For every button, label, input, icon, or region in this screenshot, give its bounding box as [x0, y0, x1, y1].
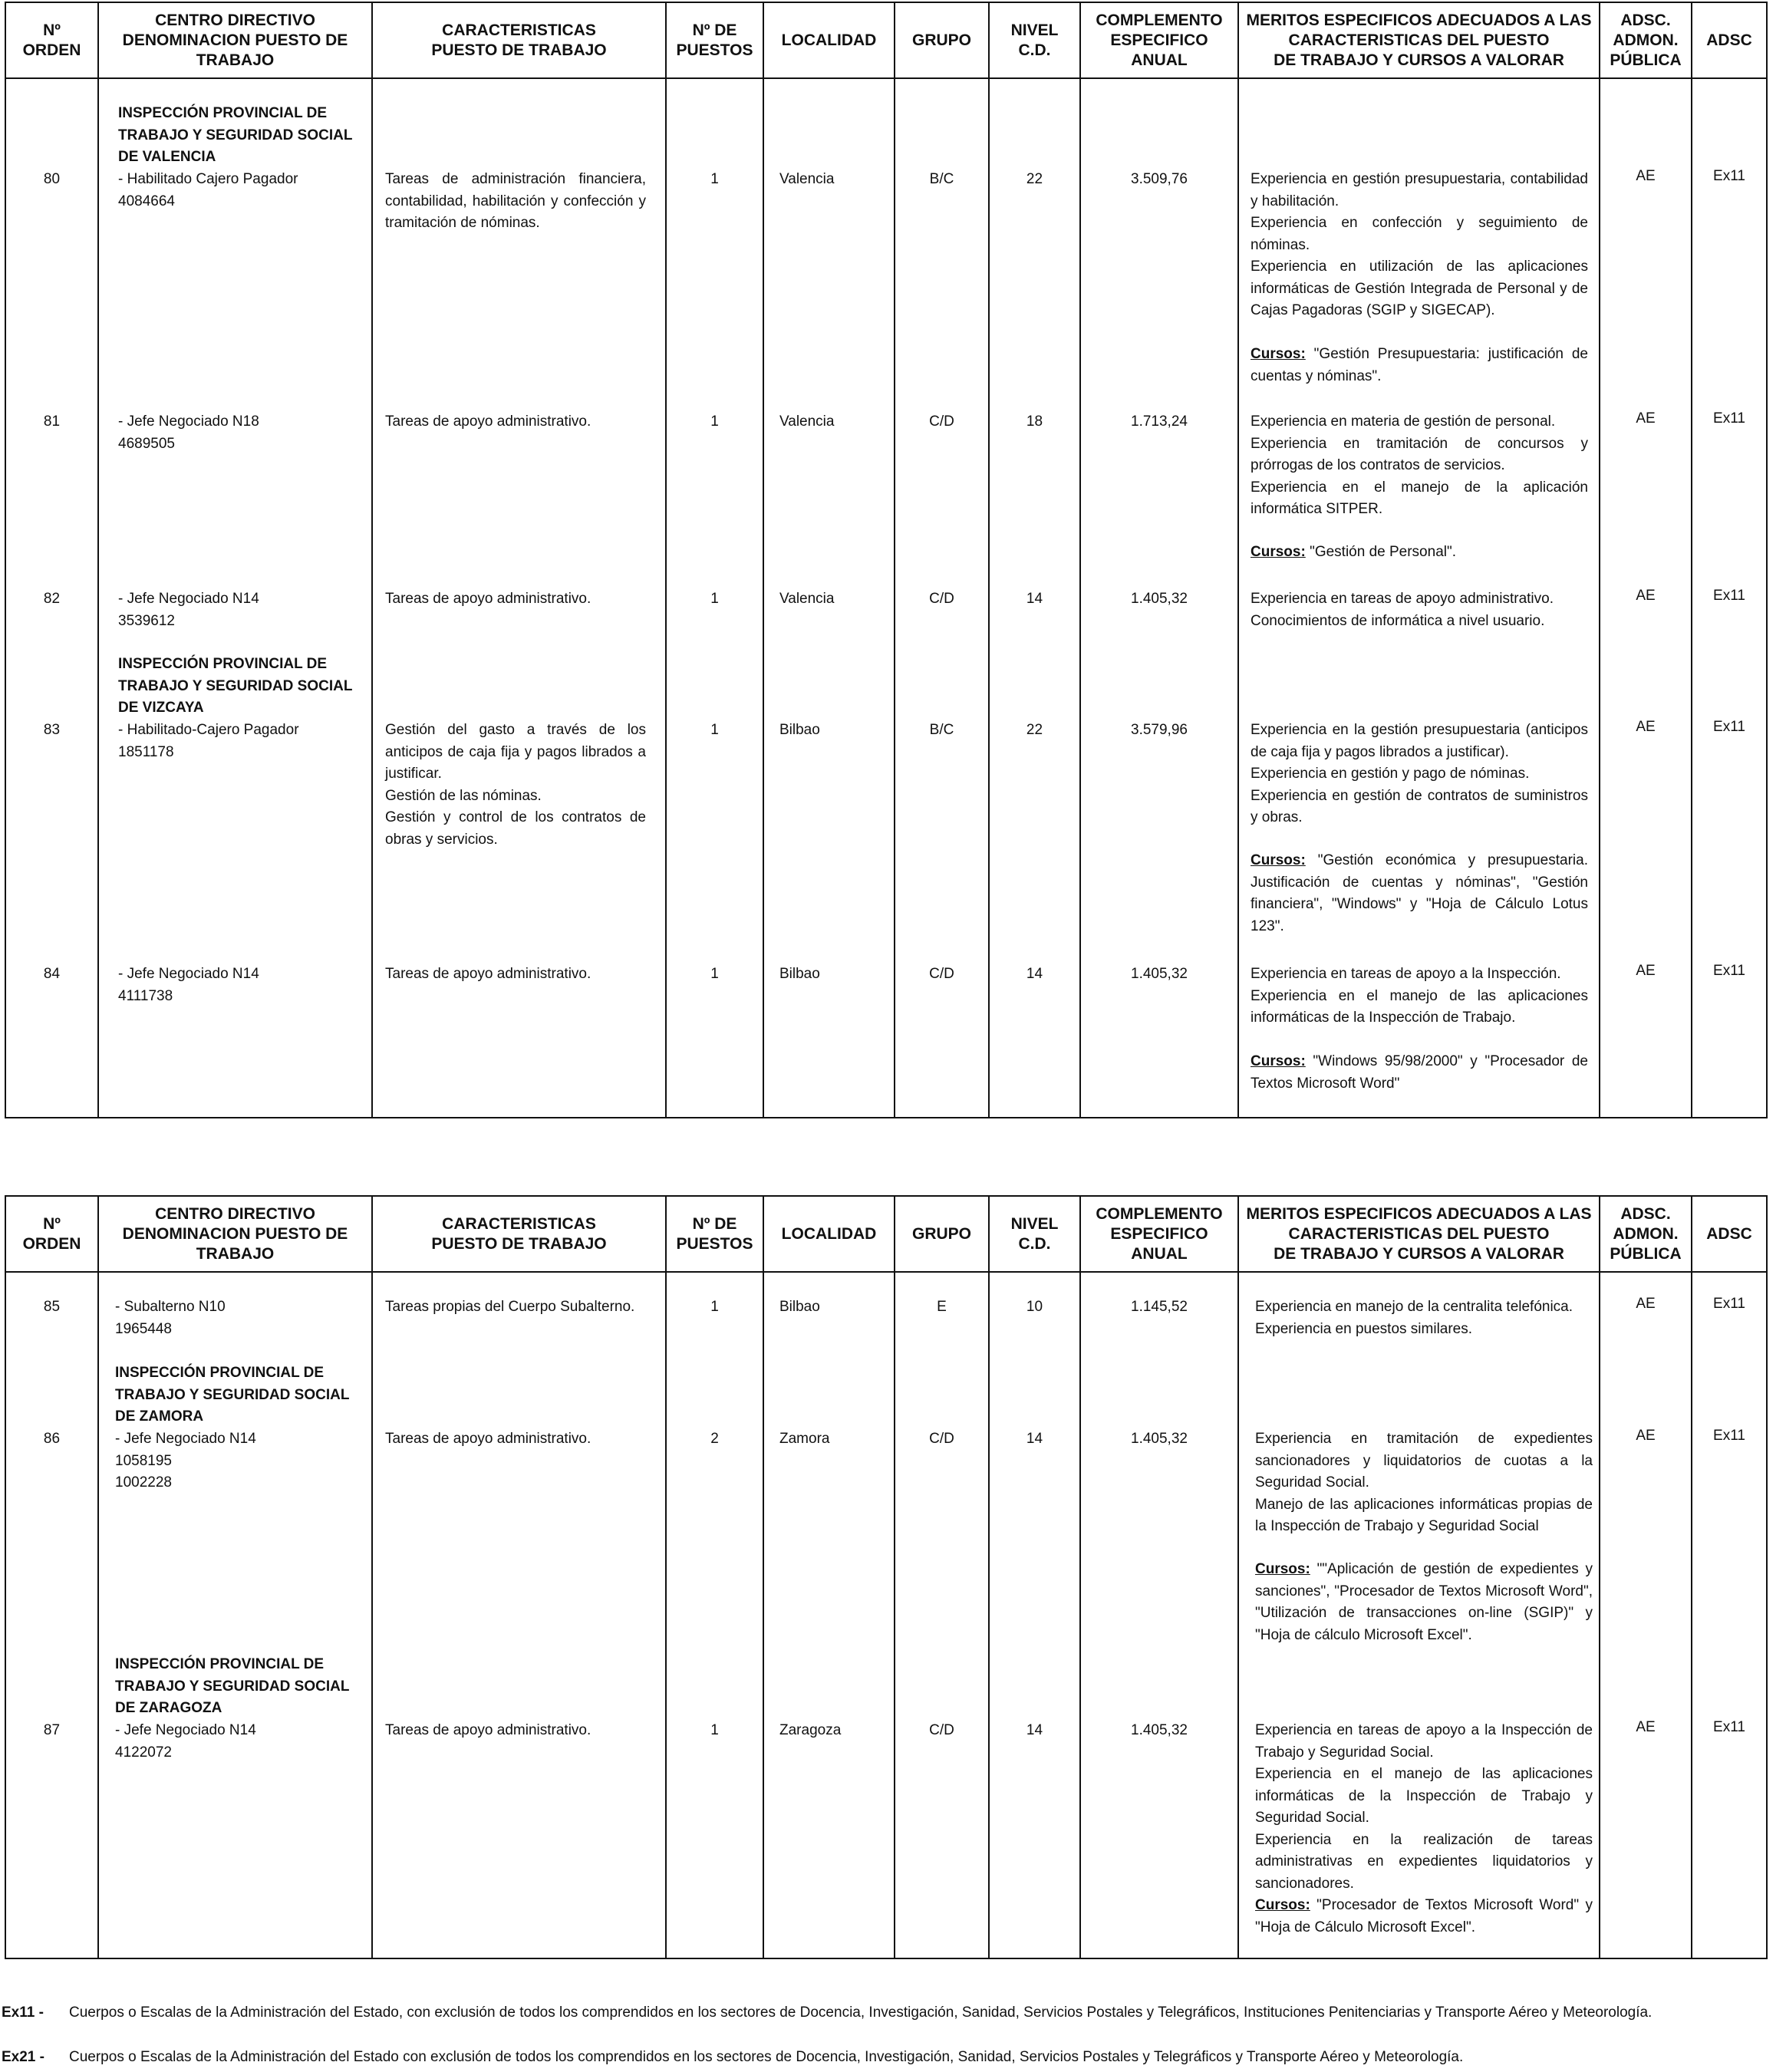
cursos-cell: [1255, 1895, 1593, 1939]
meritos-cell: Experiencia en tramitación de expedientes sancionadores y liquidatorios de cuotas a la Seguridad Social. Manejo de las aplicaciones informáticas propias de la Inspección de Trabajo y Seguridad Social: [1255, 1431, 1593, 1534]
cursos-label: Cursos:: [1255, 1897, 1310, 1913]
meritos-cell: Experiencia en tareas de apoyo a la Inspección. Experiencia en el manejo de las aplicaciones informáticas de la Inspección de Trabajo.: [1251, 966, 1588, 1026]
orden-cell: 80: [43, 171, 61, 187]
header-adsc-admon: ADSC. ADMON. PÚBLICA: [1610, 1204, 1682, 1263]
nivel-cell: 14: [1026, 966, 1043, 982]
puestos-cell: 1: [710, 966, 719, 982]
adsc-cell: Ex11: [1713, 963, 1745, 979]
header-nivel: NIVEL C.D.: [1010, 1214, 1059, 1253]
nivel-cell: 14: [1026, 1722, 1043, 1738]
header-nivel: NIVEL C.D.: [1010, 21, 1059, 59]
header-meritos: MERITOS ESPECIFICOS ADECUADOS A LAS CARACTERISTICAS DEL PUESTO DE TRABAJO Y CURSOS A VALORAR: [1246, 11, 1592, 69]
cursos-cell: [1251, 542, 1588, 564]
table-2: [5, 1195, 1768, 1959]
puestos-cell: 2: [710, 1431, 719, 1447]
caracteristicas-cell: Tareas de apoyo administrativo.: [385, 1722, 591, 1738]
adsc-cell: Ex11: [1713, 410, 1745, 427]
meritos-cell: Experiencia en materia de gestión de personal. Experiencia en tramitación de concursos y prórrogas de los contratos de servicios. Experiencia en el manejo de la aplicación informática SITPER.: [1251, 413, 1588, 517]
grupo-cell: C/D: [929, 591, 954, 607]
orden-cell: 86: [43, 1431, 61, 1447]
meritos-cell: Experiencia en la gestión presupuestaria (anticipos de caja fija y pagos librados a justificar). Experiencia en gestión y pago de nóminas. Experiencia en gestión de contratos de suministros y obras.: [1251, 722, 1588, 825]
complemento-cell: 1.405,32: [1131, 1722, 1188, 1738]
puesto-cell: - Jefe Negociado N14 3539612: [118, 591, 259, 629]
col-divider: [763, 3, 764, 1117]
adsc-cell: Ex11: [1713, 1719, 1745, 1735]
caracteristicas-cell: Tareas propias del Cuerpo Subalterno.: [385, 1299, 635, 1315]
meritos-cell: Experiencia en tareas de apoyo a la Inspección de Trabajo y Seguridad Social. Experiencia en el manejo de las aplicaciones informáticas de la Inspección de Trabajo y Seguridad Social. Experiencia en la realización de tareas administrativas en expedientes liquidatorios y sancionadores.: [1255, 1722, 1593, 1892]
orden-cell: 87: [43, 1722, 61, 1738]
cursos-cell: [1251, 344, 1588, 387]
localidad-cell: Valencia: [779, 591, 835, 607]
col-divider: [97, 3, 99, 1117]
col-divider: [97, 1197, 99, 1958]
cursos-text: "Gestión económica y presupuestaria. Justificación de cuentas y nóminas", "Gestión financiera", "Windows" y "Hoja de Cálculo Lotus 123".: [1251, 852, 1588, 934]
puestos-cell: 1: [710, 413, 719, 430]
header-complemento: COMPLEMENTO ESPECIFICO ANUAL: [1096, 11, 1223, 69]
table-1: [5, 2, 1768, 1118]
header-orden: Nº ORDEN: [22, 21, 81, 59]
complemento-cell: 1.405,32: [1131, 1431, 1188, 1447]
header-caracteristicas: CARACTERISTICAS PUESTO DE TRABAJO: [431, 1214, 607, 1253]
cursos-label: Cursos:: [1251, 346, 1306, 362]
localidad-cell: Zaragoza: [779, 1722, 842, 1738]
section-title: INSPECCIÓN PROVINCIAL DE TRABAJO Y SEGURIDAD SOCIAL DE ZAMORA: [115, 1365, 350, 1425]
cursos-label: Cursos:: [1251, 852, 1306, 868]
section-title: INSPECCIÓN PROVINCIAL DE TRABAJO Y SEGURIDAD SOCIAL DE VIZCAYA: [118, 656, 353, 716]
puestos-cell: 1: [710, 722, 719, 738]
cursos-text: "Procesador de Textos Microsoft Word" y "Hoja de Cálculo Microsoft Excel".: [1255, 1897, 1593, 1935]
adsc-admon-cell: AE: [1636, 168, 1656, 184]
cursos-cell: [1255, 1559, 1593, 1646]
col-divider: [1237, 1197, 1239, 1958]
puesto-cell: - Habilitado-Cajero Pagador 1851178: [118, 722, 299, 760]
complemento-cell: 3.509,76: [1131, 171, 1188, 187]
header-grupo: GRUPO: [911, 31, 971, 49]
caracteristicas-cell: Tareas de administración financiera, contabilidad, habilitación y confección y tramitación de nóminas.: [385, 171, 646, 231]
header-localidad: LOCALIDAD: [781, 31, 877, 49]
adsc-cell: Ex11: [1713, 168, 1745, 184]
footnote-text: Cuerpos o Escalas de la Administración del Estado, con exclusión de todos los comprendidos en los sectores de Docencia, Investigación, Sanidad, Servicios Postales y Telegráficos, Instituciones Penitenciarias y Transporte Aéreo y Meteorología.: [69, 2004, 1653, 2021]
footnote: [2, 2003, 1652, 2023]
nivel-cell: 22: [1026, 171, 1043, 187]
grupo-cell: C/D: [929, 1431, 954, 1447]
complemento-cell: 3.579,96: [1131, 722, 1188, 738]
nivel-cell: 14: [1026, 591, 1043, 607]
col-divider: [371, 3, 373, 1117]
cursos-cell: [1251, 1051, 1588, 1095]
cursos-cell: [1251, 850, 1588, 937]
adsc-admon-cell: AE: [1636, 1719, 1656, 1735]
footnote-text: Cuerpos o Escalas de la Administración del Estado con exclusión de todos los comprendidos en los sectores de Docencia, Investigación, Sanidad, Servicios Postales y Telegráficos y Transporte Aéreo y Meteorología.: [69, 2049, 1464, 2065]
caracteristicas-cell: Gestión del gasto a través de los anticipos de caja fija y pagos librados a justificar. Gestión de las nóminas. Gestión y control de los contratos de obras y servicios.: [385, 722, 646, 848]
header-grupo: GRUPO: [911, 1224, 971, 1243]
orden-cell: 81: [43, 413, 61, 430]
caracteristicas-cell: Tareas de apoyo administrativo.: [385, 1431, 591, 1447]
grupo-cell: B/C: [929, 171, 954, 187]
header-centro: CENTRO DIRECTIVO DENOMINACION PUESTO DE TRABAJO: [122, 11, 348, 69]
puestos-cell: 1: [710, 1299, 719, 1315]
puesto-cell: - Jefe Negociado N14 4122072: [115, 1722, 256, 1761]
header-centro: CENTRO DIRECTIVO DENOMINACION PUESTO DE TRABAJO: [122, 1204, 348, 1263]
cursos-text: "Gestión de Personal".: [1305, 544, 1457, 560]
footnote: [2, 2047, 1463, 2067]
adsc-admon-cell: AE: [1636, 410, 1656, 427]
grupo-cell: C/D: [929, 413, 954, 430]
nivel-cell: 10: [1026, 1299, 1043, 1315]
puesto-cell: - Subalterno N10 1965448: [115, 1299, 226, 1337]
section-title: INSPECCIÓN PROVINCIAL DE TRABAJO Y SEGURIDAD SOCIAL DE VALENCIA: [118, 105, 353, 165]
grupo-cell: B/C: [929, 722, 954, 738]
puesto-cell: - Jefe Negociado N14 4111738: [118, 966, 259, 1004]
puestos-cell: 1: [710, 171, 719, 187]
localidad-cell: Bilbao: [779, 722, 820, 738]
header-divider: [6, 77, 1766, 79]
adsc-admon-cell: AE: [1636, 719, 1656, 735]
caracteristicas-cell: Tareas de apoyo administrativo.: [385, 591, 591, 607]
footnote-code: Ex21 -: [2, 2049, 44, 2065]
caracteristicas-cell: Tareas de apoyo administrativo.: [385, 413, 591, 430]
grupo-cell: C/D: [929, 1722, 954, 1738]
localidad-cell: Bilbao: [779, 1299, 820, 1315]
complemento-cell: 1.145,52: [1131, 1299, 1188, 1315]
header-meritos: MERITOS ESPECIFICOS ADECUADOS A LAS CARACTERISTICAS DEL PUESTO DE TRABAJO Y CURSOS A VALORAR: [1246, 1204, 1592, 1263]
complemento-cell: 1.405,32: [1131, 966, 1188, 982]
adsc-admon-cell: AE: [1636, 1296, 1656, 1312]
orden-cell: 84: [43, 966, 61, 982]
header-orden: Nº ORDEN: [22, 1214, 81, 1253]
nivel-cell: 18: [1026, 413, 1043, 430]
col-divider: [371, 1197, 373, 1958]
puestos-cell: 1: [710, 1722, 719, 1738]
adsc-cell: Ex11: [1713, 1428, 1745, 1444]
section-title: INSPECCIÓN PROVINCIAL DE TRABAJO Y SEGURIDAD SOCIAL DE ZARAGOZA: [115, 1656, 350, 1716]
cursos-text: "Windows 95/98/2000" y "Procesador de Textos Microsoft Word": [1251, 1053, 1588, 1092]
nivel-cell: 14: [1026, 1431, 1043, 1447]
header-localidad: LOCALIDAD: [781, 1224, 877, 1243]
cursos-label: Cursos:: [1251, 1053, 1306, 1069]
adsc-admon-cell: AE: [1636, 1428, 1656, 1444]
grupo-cell: E: [937, 1299, 947, 1315]
adsc-admon-cell: AE: [1636, 963, 1656, 979]
header-divider: [6, 1271, 1766, 1273]
cursos-label: Cursos:: [1251, 544, 1306, 560]
header-complemento: COMPLEMENTO ESPECIFICO ANUAL: [1096, 1204, 1223, 1263]
header-puestos: Nº DE PUESTOS: [676, 1214, 753, 1253]
orden-cell: 83: [43, 722, 61, 738]
adsc-cell: Ex11: [1713, 719, 1745, 735]
orden-cell: 85: [43, 1299, 61, 1315]
header-adsc: ADSC: [1706, 1224, 1752, 1243]
complemento-cell: 1.405,32: [1131, 591, 1188, 607]
caracteristicas-cell: Tareas de apoyo administrativo.: [385, 966, 591, 982]
puesto-cell: - Jefe Negociado N14 1058195 1002228: [115, 1431, 256, 1491]
puesto-cell: - Jefe Negociado N18 4689505: [118, 413, 259, 452]
header-adsc: ADSC: [1706, 31, 1752, 49]
header-caracteristicas: CARACTERISTICAS PUESTO DE TRABAJO: [431, 21, 607, 59]
col-divider: [1237, 3, 1239, 1117]
puestos-cell: 1: [710, 591, 719, 607]
meritos-cell: Experiencia en gestión presupuestaria, contabilidad y habilitación. Experiencia en confección y seguimiento de nóminas. Experiencia en utilización de las aplicaciones informáticas de Gestión Integrada de Personal y de Cajas Pagadoras (SGIP y SIGECAP).: [1251, 171, 1588, 318]
complemento-cell: 1.713,24: [1131, 413, 1188, 430]
adsc-admon-cell: AE: [1636, 588, 1656, 604]
cursos-label: Cursos:: [1255, 1561, 1310, 1577]
meritos-cell: Experiencia en manejo de la centralita telefónica. Experiencia en puestos similares.: [1255, 1299, 1573, 1337]
localidad-cell: Valencia: [779, 413, 835, 430]
cursos-text: "Gestión Presupuestaria: justificación de cuentas y nóminas".: [1251, 346, 1588, 384]
col-divider: [763, 1197, 764, 1958]
cursos-text: ""Aplicación de gestión de expedientes y sanciones", "Procesador de Textos Microsoft Word", "Utilización de transacciones on-line (SGIP)" y "Hoja de cálculo Microsoft Excel".: [1255, 1561, 1593, 1643]
localidad-cell: Zamora: [779, 1431, 830, 1447]
grupo-cell: C/D: [929, 966, 954, 982]
footnote-code: Ex11 -: [2, 2004, 44, 2021]
nivel-cell: 22: [1026, 722, 1043, 738]
orden-cell: 82: [43, 591, 61, 607]
adsc-cell: Ex11: [1713, 588, 1745, 604]
localidad-cell: Bilbao: [779, 966, 820, 982]
header-puestos: Nº DE PUESTOS: [676, 21, 753, 59]
meritos-cell: Experiencia en tareas de apoyo administrativo. Conocimientos de informática a nivel usuario.: [1251, 591, 1554, 629]
localidad-cell: Valencia: [779, 171, 835, 187]
header-adsc-admon: ADSC. ADMON. PÚBLICA: [1610, 11, 1682, 69]
adsc-cell: Ex11: [1713, 1296, 1745, 1312]
puesto-cell: - Habilitado Cajero Pagador 4084664: [118, 171, 298, 209]
